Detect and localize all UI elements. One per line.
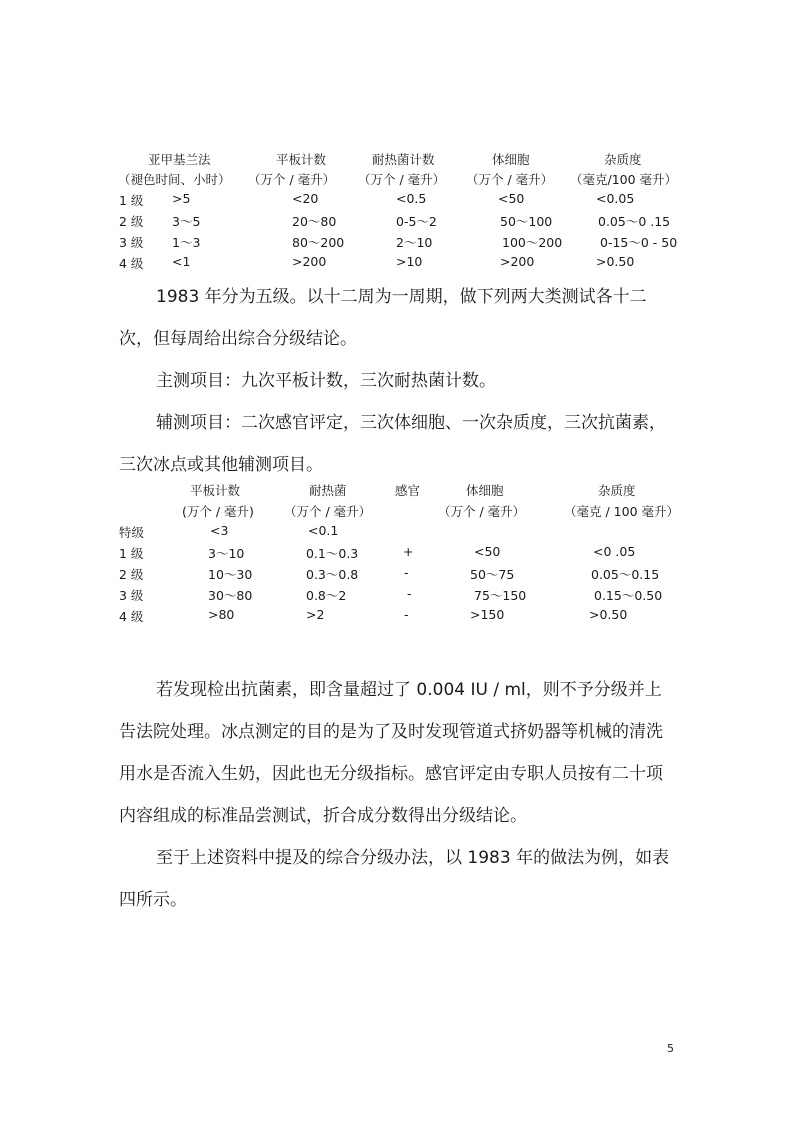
grade-label: 4 级 (119, 609, 144, 624)
col-unit: （万个 / 毫升） (358, 172, 446, 187)
table-cell: >150 (470, 607, 505, 622)
table-cell: 0.15～0.50 (594, 588, 663, 603)
body-paragraph: 若发现检出抗菌素，即含量超过了 0.004 IU / ml，则不予分级并上告法院处理。冰点测定的目的是为了及时发现管道式挤奶器等机械的清洗用水是否流入生奶，因此也无分级指标。感官评定由专职人员按有二十项内容组成的标准品尝测试，折合成分数得出分级结论。 (119, 680, 663, 826)
table-cell: <50 (498, 191, 525, 206)
grade-label: 3 级 (119, 235, 144, 250)
table-cell: 1～3 (172, 235, 201, 250)
col-header: 杂质度 (604, 152, 642, 167)
col-header: 耐热菌 (309, 483, 347, 498)
table-cell: >0.50 (596, 254, 635, 269)
grade-label: 2 级 (119, 567, 144, 582)
table-cell: + (403, 544, 414, 559)
table-cell: 0.8～2 (306, 588, 347, 603)
col-unit: （万个 / 毫升） (466, 172, 554, 187)
table-cell: <20 (292, 191, 319, 206)
grade-label: 3 级 (119, 588, 144, 603)
table-header-row (0, 150, 794, 170)
table-cell: 30～80 (208, 588, 253, 603)
table-cell: 0.3～0.8 (306, 567, 359, 582)
col-unit: （毫克 / 100 毫升） (564, 504, 679, 519)
col-unit: （万个 / 毫升） (438, 504, 526, 519)
table-row (0, 254, 794, 274)
table-cell: >200 (292, 254, 327, 269)
col-unit: （万个 / 毫升） (284, 504, 372, 519)
table-cell: <0 .05 (593, 544, 636, 559)
table-cell: 100～200 (502, 235, 563, 250)
table-header-row (0, 481, 794, 501)
col-header: 平板计数 (190, 483, 241, 498)
col-header: 感官 (395, 483, 421, 498)
body-paragraph: 1983 年分为五级。以十二周为一周期，做下列两大类测试各十二次，但每周给出综合分级结论。 (119, 287, 647, 349)
table-cell: <3 (210, 523, 229, 538)
table-cell: 20～80 (292, 214, 337, 229)
table-cell: 3～5 (172, 214, 201, 229)
table-unit-row (0, 502, 794, 522)
col-header: 耐热菌计数 (372, 152, 435, 167)
table-cell: 0-15～0 - 50 (600, 235, 678, 250)
table-row (0, 523, 794, 543)
table-cell: >2 (306, 607, 325, 622)
table-cell: - (407, 586, 412, 601)
body-paragraph: 至于上述资料中提及的综合分级办法，以 1983 年的做法为例，如表四所示。 (119, 848, 670, 910)
body-paragraph: 主测项目：九次平板计数，三次耐热菌计数。 (156, 371, 496, 391)
table-cell: 2～10 (396, 235, 433, 250)
table-cell: <1 (172, 254, 191, 269)
table-cell: 50～100 (500, 214, 553, 229)
table-cell: - (404, 607, 409, 622)
table-cell: 50～75 (470, 567, 515, 582)
table-cell: <0.05 (596, 191, 635, 206)
col-unit: （毫克/100 毫升） (570, 172, 678, 187)
col-header: 体细胞 (492, 152, 530, 167)
body-paragraph: 辅测项目：二次感官评定，三次体细胞、一次杂质度，三次抗菌素，三次冰点或其他辅测项目。 (119, 413, 666, 475)
grade-label: 2 级 (119, 214, 144, 229)
col-unit: (万个 / 毫升) (182, 504, 254, 519)
table-cell: >0.50 (589, 607, 628, 622)
table-cell: <0.1 (308, 523, 339, 538)
table-cell: 0.05～0.15 (591, 567, 660, 582)
col-unit: （褪色时间、小时） (118, 172, 231, 187)
table-row (0, 607, 794, 627)
col-header: 体细胞 (466, 483, 504, 498)
grade-label: 1 级 (119, 546, 144, 561)
col-header: 杂质度 (598, 483, 636, 498)
col-header: 平板计数 (276, 152, 327, 167)
col-header: 亚甲基兰法 (148, 152, 211, 167)
table-cell: >200 (500, 254, 535, 269)
table-cell: 0-5～2 (396, 214, 437, 229)
table-cell: 10～30 (208, 567, 253, 582)
table-cell: 0.1～0.3 (306, 546, 359, 561)
table-cell: >10 (396, 254, 423, 269)
table-cell: 3～10 (208, 546, 245, 561)
table-unit-row (0, 170, 794, 190)
table-cell: <50 (474, 544, 501, 559)
table-cell: >80 (208, 607, 235, 622)
table-cell: 75～150 (474, 588, 527, 603)
grade-label: 4 级 (119, 256, 144, 271)
table-cell: >5 (172, 191, 191, 206)
table-row (0, 586, 794, 606)
page-number: 5 (667, 1042, 674, 1055)
table-row (0, 544, 794, 564)
table-row (0, 212, 794, 232)
grade-label: 1 级 (119, 193, 144, 208)
table-cell: 0.05～0 .15 (598, 214, 671, 229)
grade-label: 特级 (119, 525, 145, 540)
table-row (0, 233, 794, 253)
table-cell: - (404, 565, 409, 580)
table-row (0, 191, 794, 211)
table-cell: <0.5 (396, 191, 427, 206)
table-row (0, 565, 794, 585)
table-cell: 80～200 (292, 235, 345, 250)
col-unit: （万个 / 毫升） (248, 172, 336, 187)
